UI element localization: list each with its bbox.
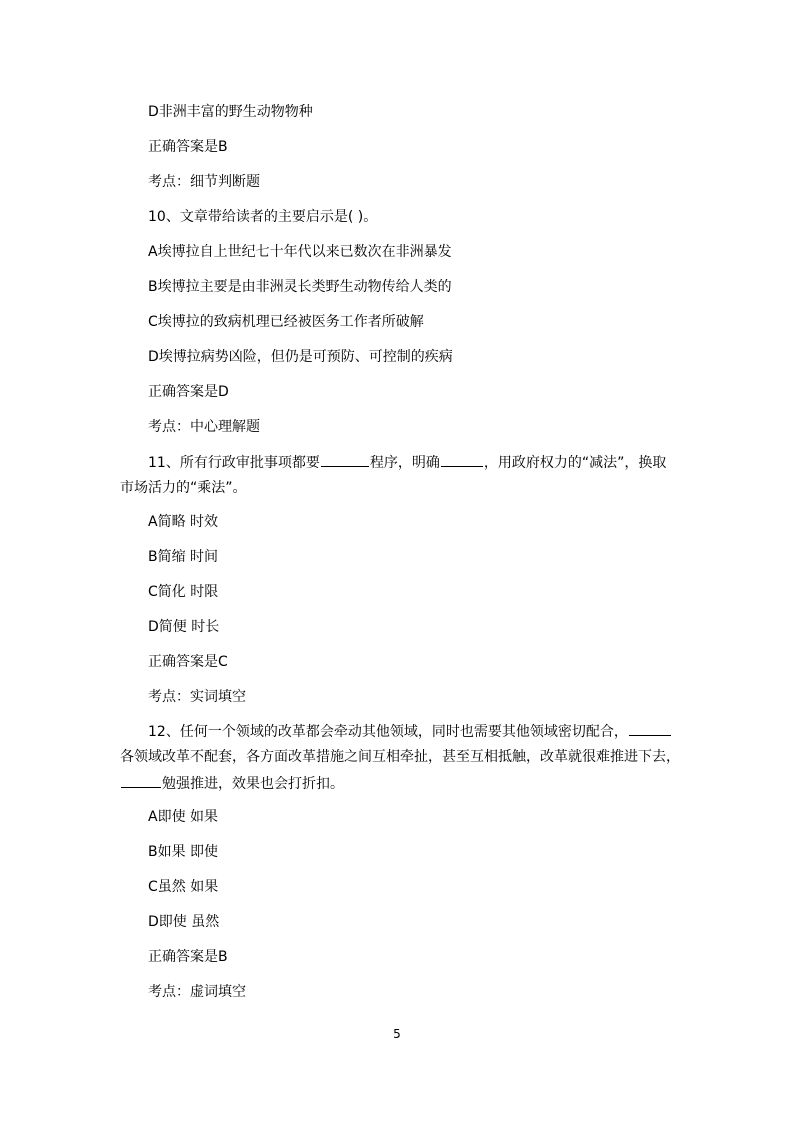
q11-blank-1 — [321, 453, 369, 467]
q11-option-a: A简略 时效 — [148, 514, 219, 530]
q11-stem-line1 — [148, 453, 666, 472]
q12-option-a: A即使 如果 — [148, 809, 219, 825]
q10-answer: 正确答案是D — [148, 384, 229, 400]
q10-option-a: A埃博拉自上世纪七十年代以来已数次在非洲暴发 — [148, 244, 452, 260]
q11-blank-2 — [441, 453, 483, 467]
q11-option-b: B简缩 时间 — [148, 549, 219, 565]
q10-option-c: C埃博拉的致病机理已经被医务工作者所破解 — [148, 314, 424, 330]
q11-stem-part2: 程序，明确 — [369, 455, 440, 471]
q12-option-c: C虽然 如果 — [148, 879, 219, 895]
q9-exam-point: 考点：细节判断题 — [148, 174, 260, 190]
q12-option-d: D即使 虽然 — [148, 914, 220, 930]
q12-stem-line1 — [148, 722, 672, 741]
q12-stem-line3 — [120, 774, 344, 793]
q12-exam-point: 考点：虚词填空 — [148, 984, 246, 1000]
q12-option-b: B如果 即使 — [148, 844, 219, 860]
q10-stem: 10、文章带给读者的主要启示是( )。 — [148, 209, 378, 225]
q11-stem-line2: 市场活力的“乘法”。 — [120, 480, 247, 496]
q9-option-d: D非洲丰富的野生动物物种 — [148, 104, 313, 120]
q10-exam-point: 考点：中心理解题 — [148, 419, 260, 435]
q11-stem-part3: ，用政府权力的“减法”，换取 — [483, 455, 667, 471]
page-number: 5 — [393, 1027, 401, 1041]
q12-blank-2 — [121, 774, 161, 788]
q9-answer: 正确答案是B — [148, 139, 228, 155]
q12-blank-1 — [629, 722, 671, 736]
q11-option-d: D简便 时长 — [148, 619, 220, 635]
q12-stem-line1-text: 12、任何一个领域的改革都会牵动其他领域，同时也需要其他领域密切配合， — [148, 724, 628, 740]
q11-exam-point: 考点：实词填空 — [148, 689, 246, 705]
q12-stem-line3-text: 勉强推进，效果也会打折扣。 — [162, 776, 344, 792]
q11-answer: 正确答案是C — [148, 654, 228, 670]
q11-stem-part1: 11、所有行政审批事项都要 — [148, 455, 320, 471]
q10-option-b: B埃博拉主要是由非洲灵长类野生动物传给人类的 — [148, 279, 452, 295]
q10-option-d: D埃博拉病势凶险，但仍是可预防、可控制的疾病 — [148, 349, 453, 365]
q11-option-c: C简化 时限 — [148, 584, 219, 600]
q12-answer: 正确答案是B — [148, 949, 228, 965]
q12-stem-line2: 各领域改革不配套，各方面改革措施之间互相牵扯，甚至互相抵触，改革就很难推进下去， — [120, 749, 680, 765]
